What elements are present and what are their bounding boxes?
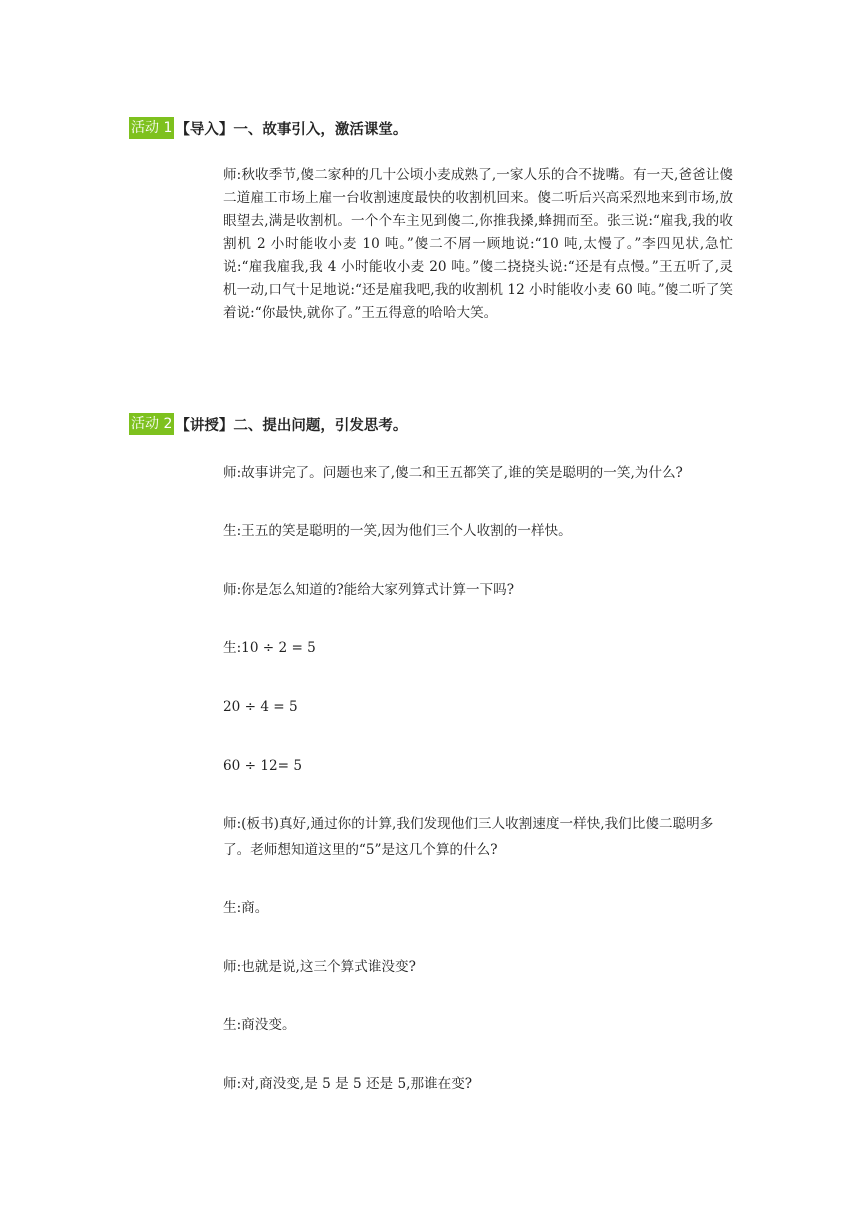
section-title-1: 【导入】一、故事引入，激活课堂。: [175, 121, 408, 138]
dialogue-line-7: 生:商没变。: [223, 1017, 296, 1033]
dialogue-line-1: 师:故事讲完了。问题也来了,傻二和王五都笑了,谁的笑是聪明的一笑,为什么?: [223, 465, 683, 481]
section-heading-1: [129, 117, 407, 139]
dialogue-line-4: 师:(板书)真好,通过你的计算,我们发现他们三人收割速度一样快,我们比傻二聪明多了。老师想知道这里的“5”是这几个算的什么?: [223, 816, 714, 858]
activity-badge-2: 活动 2: [129, 413, 174, 435]
dialogue-line-5: 生:商。: [223, 900, 269, 916]
equation-line-2: 20 ÷ 4 = 5: [223, 699, 298, 715]
equation-line-3: 60 ÷ 12= 5: [223, 758, 302, 774]
dialogue-line-3: 师:你是怎么知道的?能给大家列算式计算一下吗?: [223, 582, 515, 598]
dialogue-line-2: 生:王五的笑是聪明的一笑,因为他们三个人收割的一样快。: [223, 523, 572, 539]
equation-line-1: 生:10 ÷ 2 = 5: [223, 640, 316, 656]
story-paragraph: 师:秋收季节,傻二家种的几十公顷小麦成熟了,一家人乐的合不拢嘴。有一天,爸爸让傻二道雇工市场上雇一台收割速度最快的收割机回来。傻二听后兴高采烈地来到市场,放眼望去,满是收割机。一个个车主见到傻二,你推我搡,蜂拥而至。张三说:“雇我,我的收割机 2 小时能收小麦 10 吨。”傻二不屑一顾地说:“10 吨,太慢了。”李四见状,急忙说:“雇我雇我,我 4 小时能收小麦 20 吨。”傻二挠挠头说:“还是有点慢。”王五听了,灵机一动,口气十足地说:“还是雇我吧,我的收割机 12 小时能收小麦 60 吨。”傻二听了笑着说:“你最快,就你了。”王五得意的哈哈大笑。: [223, 167, 733, 321]
section-heading-2: [129, 413, 407, 435]
section-title-2: 【讲授】二、提出问题，引发思考。: [175, 417, 408, 434]
dialogue-line-8: 师:对,商没变,是 5 是 5 还是 5,那谁在变?: [223, 1076, 473, 1092]
activity-badge-1: 活动 1: [129, 117, 174, 139]
dialogue-line-6: 师:也就是说,这三个算式谁没变?: [223, 959, 416, 975]
